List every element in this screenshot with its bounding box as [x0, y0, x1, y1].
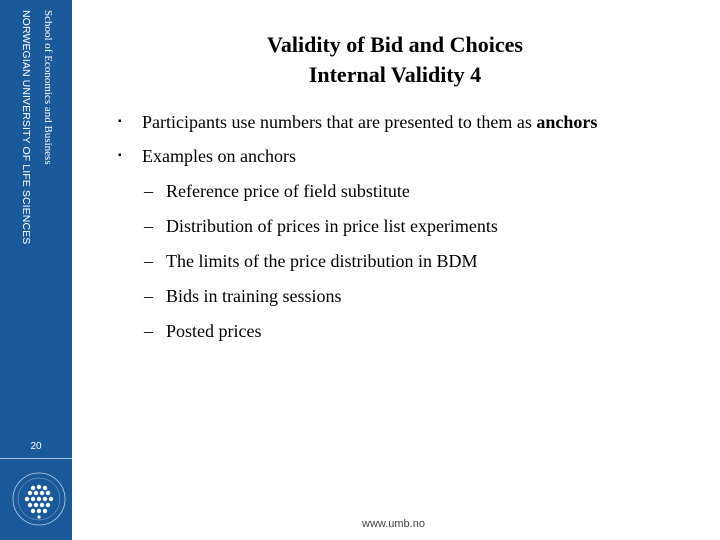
dash-marker: –	[144, 286, 153, 306]
sidebar	[0, 0, 72, 540]
footer-url[interactable]: www.umb.no	[362, 518, 425, 530]
sub-item-text: Posted prices	[166, 321, 262, 341]
school-name: School of Economics and Business	[42, 10, 54, 165]
sub-item-text: Reference price of field substitute	[166, 181, 410, 201]
sub-item-text: The limits of the price distribution in BDM	[166, 251, 478, 271]
bullet-text: Participants use numbers that are presented to them as anchors	[142, 112, 598, 132]
bullet-item	[118, 110, 708, 134]
sub-item	[118, 249, 708, 273]
sub-item-text: Distribution of prices in price list experiments	[166, 216, 498, 236]
bullet-marker: ▪	[118, 150, 122, 161]
dash-marker: –	[144, 321, 153, 341]
dash-marker: –	[144, 181, 153, 201]
bullet-marker: ▪	[118, 116, 122, 127]
title-line-1: Validity of Bid and Choices	[267, 32, 523, 57]
dash-marker: –	[144, 251, 153, 271]
slide-number: 20	[30, 441, 42, 452]
emphasis-text: anchors	[536, 112, 598, 132]
sub-item-text: Bids in training sessions	[166, 286, 342, 306]
bullet-list	[118, 110, 708, 354]
dash-marker: –	[144, 216, 153, 236]
university-name: NORWEGIAN UNIVERSITY OF LIFE SCIENCES	[20, 10, 32, 245]
university-seal-icon	[5, 466, 73, 530]
sub-item	[118, 214, 708, 238]
sub-item	[118, 284, 708, 308]
sub-item	[118, 179, 708, 203]
slide-title	[140, 30, 650, 90]
title-line-2: Internal Validity 4	[308, 62, 482, 87]
sidebar-divider	[0, 458, 72, 459]
sub-item	[118, 319, 708, 343]
bullet-text: Examples on anchors	[142, 146, 296, 166]
bullet-item	[118, 144, 708, 168]
